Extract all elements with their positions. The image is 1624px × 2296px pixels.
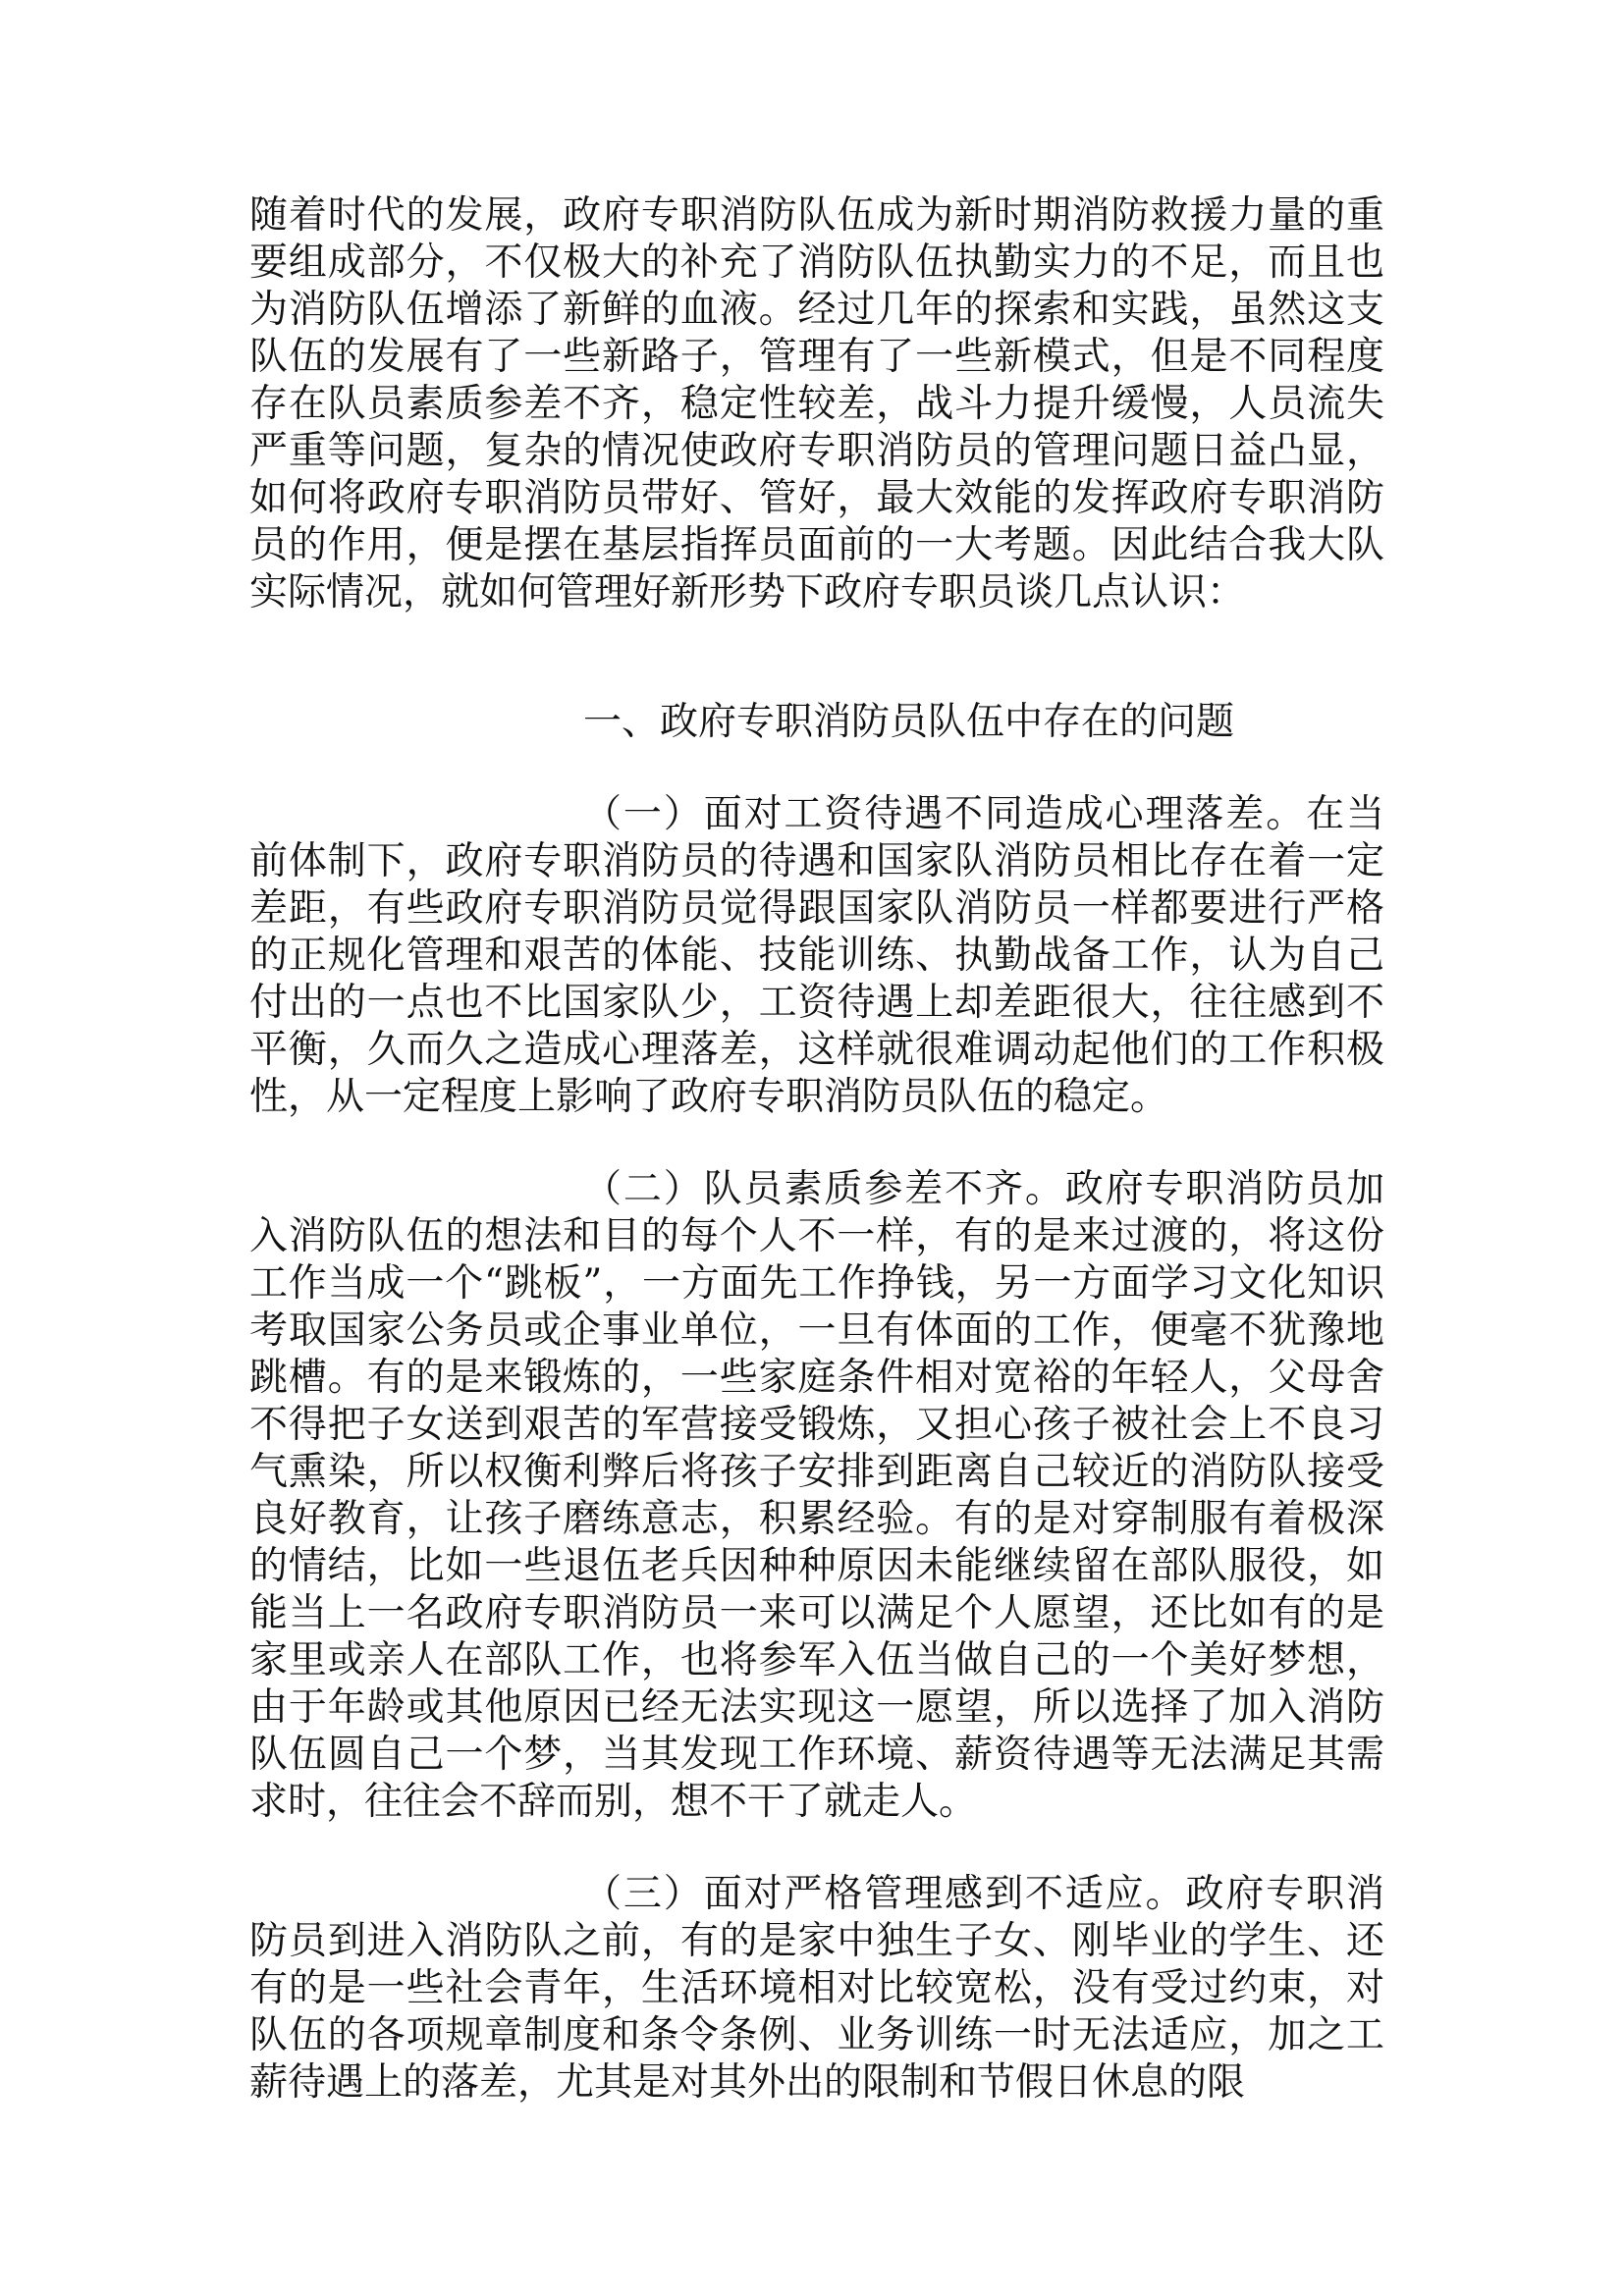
document-body bbox=[249, 192, 1384, 2107]
paragraph-strict-management: （三）面对严格管理感到不适应。政府专职消防员到进入消防队之前，有的是家中独生子女、刚毕业的学生、还有的是一些社会青年，生活环境相对比较宽松，没有受过约束，对队伍的各项规章制度和条令条例、业务训练一时无法适应，加之工薪待遇上的落差，尤其是对其外出的限制和节假日休息的限 bbox=[249, 1872, 1384, 2105]
paragraph-salary-gap: （一）面对工资待遇不同造成心理落差。在当前体制下，政府专职消防员的待遇和国家队消防员相比存在着一定差距，有些政府专职消防员觉得跟国家队消防员一样都要进行严格的正规化管理和艰苦的体能、技能训练、执勤战备工作，认为自己付出的一点也不比国家队少，工资待遇上却差距很大，往往感到不平衡，久而久之造成心理落差，这样就很难调动起他们的工作积极性，从一定程度上影响了政府专职消防员队伍的稳定。 bbox=[249, 792, 1384, 1119]
section-heading: 一、政府专职消防员队伍中存在的问题 bbox=[583, 700, 1235, 744]
paragraph-quality-uneven: （二）队员素质参差不齐。政府专职消防员加入消防队伍的想法和目的每个人不一样，有的是来过渡的，将这份工作当成一个“跳板”，一方面先工作挣钱，另一方面学习文化知识考取国家公务员或企事业单位，一旦有体面的工作，便毫不犹豫地跳槽。有的是来锻炼的，一些家庭条件相对宽裕的年轻人，父母舍不得把子女送到艰苦的军营接受锻炼，又担心孩子被社会上不良习气熏染，所以权衡利弊后将孩子安排到距离自己较近的消防队接受良好教育，让孩子磨练意志，积累经验。有的是对穿制服有着极深的情结，比如一些退伍老兵因种种原因未能继续留在部队服役，如能当上一名政府专职消防员一来可以满足个人愿望，还比如有的是家里或亲人在部队工作，也将参军入伍当做自己的一个美好梦想，由于年龄或其他原因已经无法实现这一愿望，所以选择了加入消防队伍圆自己一个梦，当其发现工作环境、薪资待遇等无法满足其需求时，往往会不辞而别，想不干了就走人。 bbox=[249, 1167, 1384, 1824]
intro-paragraph: 随着时代的发展，政府专职消防队伍成为新时期消防救援力量的重要组成部分，不仅极大的补充了消防队伍执勤实力的不足，而且也为消防队伍增添了新鲜的血液。经过几年的探索和实践，虽然这支队伍的发展有了一些新路子，管理有了一些新模式，但是不同程度存在队员素质参差不齐，稳定性较差，战斗力提升缓慢，人员流失严重等问题，复杂的情况使政府专职消防员的管理问题日益凸显，如何将政府专职消防员带好、管好，最大效能的发挥政府专职消防员的作用，便是摆在基层指挥员面前的一大考题。因此结合我大队实际情况，就如何管理好新形势下政府专职员谈几点认识： bbox=[249, 193, 1384, 614]
